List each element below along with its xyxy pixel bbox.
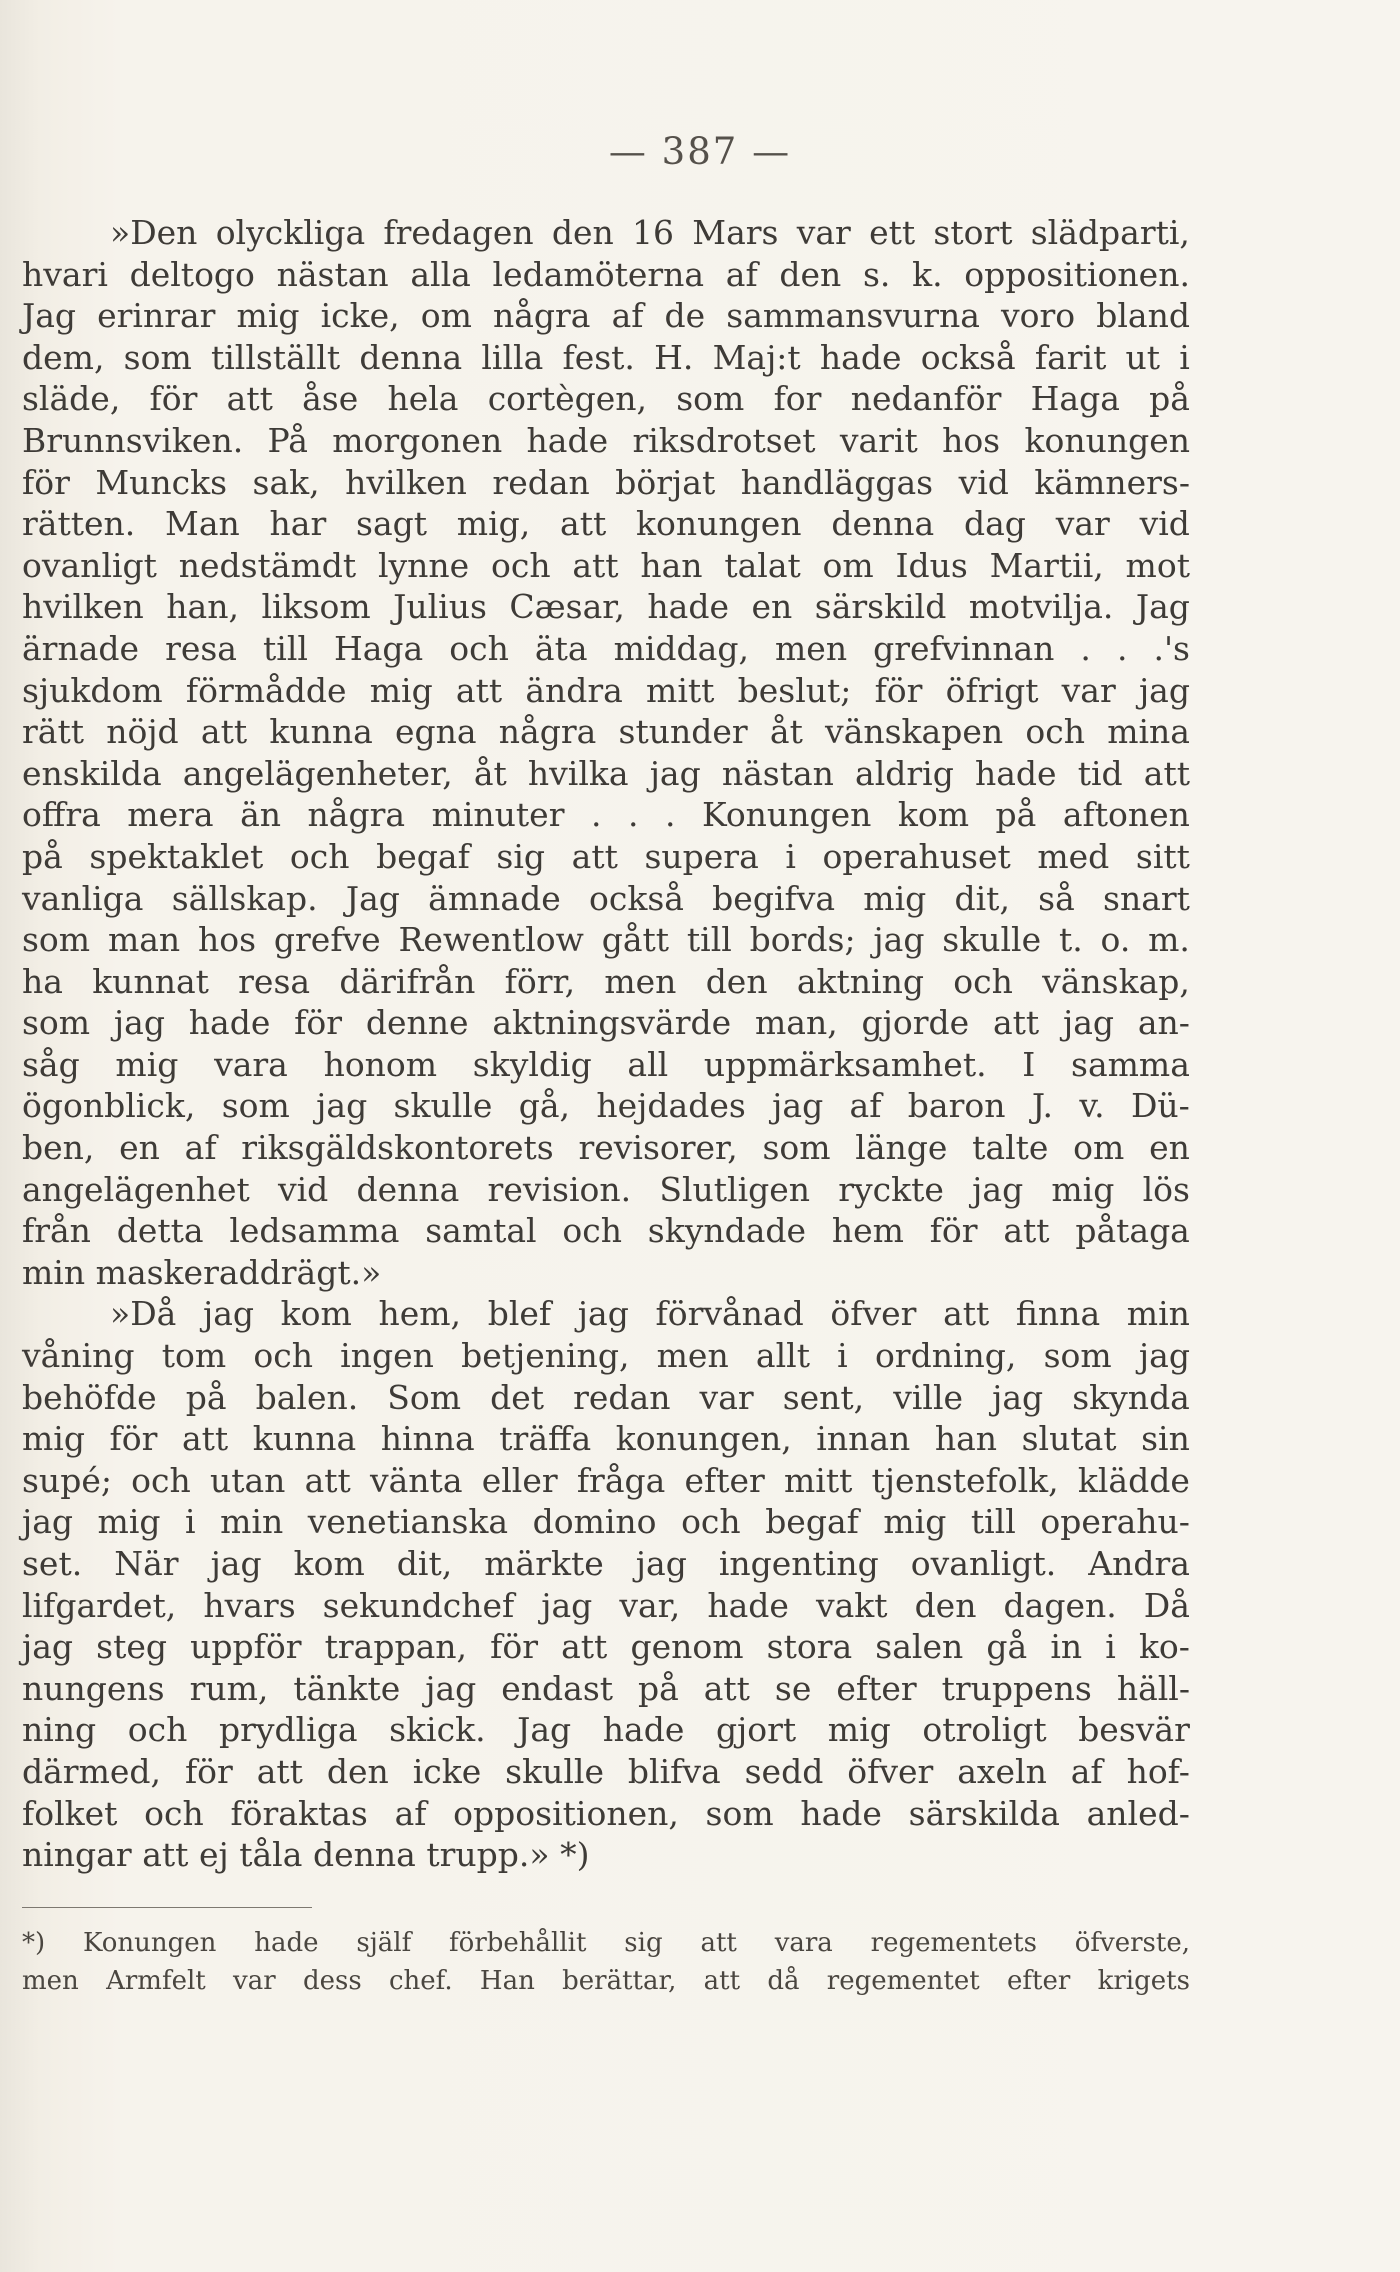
body-text-line: nungens rum, tänkte jag endast på att se efter truppens häll- <box>22 1668 1190 1708</box>
body-text-line: jag steg uppför trappan, för att genom stora salen gå in i ko- <box>22 1627 1190 1667</box>
body-text <box>22 212 1190 1876</box>
page-number: — 387 — <box>608 130 792 173</box>
body-text-line: »Då jag kom hem, blef jag förvånad öfver att finna min <box>110 1294 1190 1334</box>
body-text-line: på spektaklet och begaf sig att supera i operahuset med sitt <box>22 836 1190 876</box>
body-text-line: som jag hade för denne aktningsvärde man, gjorde att jag an- <box>22 1003 1190 1043</box>
body-text-line: mig för att kunna hinna träffa konungen, innan han slutat sin <box>22 1419 1190 1459</box>
body-text-line: »Den olyckliga fredagen den 16 Mars var ett stort slädparti, <box>110 213 1190 252</box>
body-text-line: från detta ledsamma samtal och skyndade hem för att påtaga <box>22 1211 1190 1251</box>
footnote <box>22 1924 1190 2000</box>
body-text-line: enskilda angelägenheter, åt hvilka jag nästan aldrig hade tid att <box>22 753 1190 793</box>
body-text-line: vanliga sällskap. Jag ämnade också begifva mig dit, så snart <box>22 878 1190 918</box>
body-text-line: ningar att ej tåla denna trupp.» *) <box>22 1835 590 1875</box>
body-text-line: folket och föraktas af oppositionen, som hade särskilda anled- <box>22 1793 1190 1833</box>
body-text-line: angelägenhet vid denna revision. Slutligen ryckte jag mig lös <box>22 1169 1190 1209</box>
body-text-line: släde, för att åse hela cortègen, som for nedanför Haga på <box>22 379 1190 419</box>
body-text-line: rätt nöjd att kunna egna några stunder åt vänskapen och mina <box>22 712 1190 752</box>
body-text-line: lifgardet, hvars sekundchef jag var, hade vakt den dagen. Då <box>22 1585 1190 1625</box>
body-text-line: set. När jag kom dit, märkte jag ingenting ovanligt. Andra <box>22 1544 1190 1583</box>
body-text-line: ben, en af riksgäldskontorets revisorer, som länge talte om en <box>22 1128 1190 1168</box>
footnote-line: men Armfelt var dess chef. Han berättar, att då regementet efter krigets <box>22 1966 1190 1996</box>
body-text-line: Jag erinrar mig icke, om några af de sammansvurna voro bland <box>22 296 1190 336</box>
body-text-line: såg mig vara honom skyldig all uppmärksamhet. I samma <box>22 1044 1190 1084</box>
body-text-line: min maskeraddrägt.» <box>22 1252 382 1292</box>
body-text-line: ögonblick, som jag skulle gå, hejdades jag af baron J. v. Dü- <box>22 1086 1190 1126</box>
body-text-line: därmed, för att den icke skulle blifva sedd öfver axeln af hof- <box>22 1751 1190 1791</box>
body-text-line: jag mig i min venetianska domino och begaf mig till operahu- <box>22 1502 1190 1542</box>
body-text-line: rätten. Man har sagt mig, att konungen denna dag var vid <box>22 504 1190 544</box>
body-text-line: som man hos grefve Rewentlow gått till bords; jag skulle t. o. m. <box>22 920 1190 960</box>
body-text-line: ärnade resa till Haga och äta middag, men grefvinnan . . .'s <box>22 628 1190 668</box>
body-text-line: dem, som tillställt denna lilla fest. H. Maj:t hade också farit ut i <box>22 337 1190 377</box>
body-text-line: hvari deltogo nästan alla ledamöterna af den s. k. oppositionen. <box>22 254 1190 294</box>
body-text-line: för Muncks sak, hvilken redan börjat handläggas vid kämners- <box>22 462 1190 502</box>
body-text-line: ha kunnat resa därifrån förr, men den aktning och vänskap, <box>22 961 1190 1001</box>
footnote-line: *) Konungen hade själf förbehållit sig att vara regementets öfverste, <box>22 1928 1190 1958</box>
body-text-line: offra mera än några minuter . . . Konungen kom på aftonen <box>22 795 1190 835</box>
body-text-line: hvilken han, liksom Julius Cæsar, hade en särskild motvilja. Jag <box>22 587 1190 627</box>
body-text-line: behöfde på balen. Som det redan var sent, ville jag skynda <box>22 1377 1190 1417</box>
body-text-line: sjukdom förmådde mig att ändra mitt beslut; för öfrigt var jag <box>22 670 1190 710</box>
body-text-line: våning tom och ingen betjening, men allt i ordning, som jag <box>22 1336 1190 1376</box>
body-text-line: ning och prydliga skick. Jag hade gjort mig otroligt besvär <box>22 1710 1190 1750</box>
body-text-line: ovanligt nedstämdt lynne och att han talat om Idus Martii, mot <box>22 545 1190 585</box>
body-text-line: supé; och utan att vänta eller fråga efter mitt tjenstefolk, klädde <box>22 1460 1190 1500</box>
body-text-line: Brunnsviken. På morgonen hade riksdrotset varit hos konungen <box>22 420 1190 460</box>
footnote-rule <box>22 1907 312 1908</box>
